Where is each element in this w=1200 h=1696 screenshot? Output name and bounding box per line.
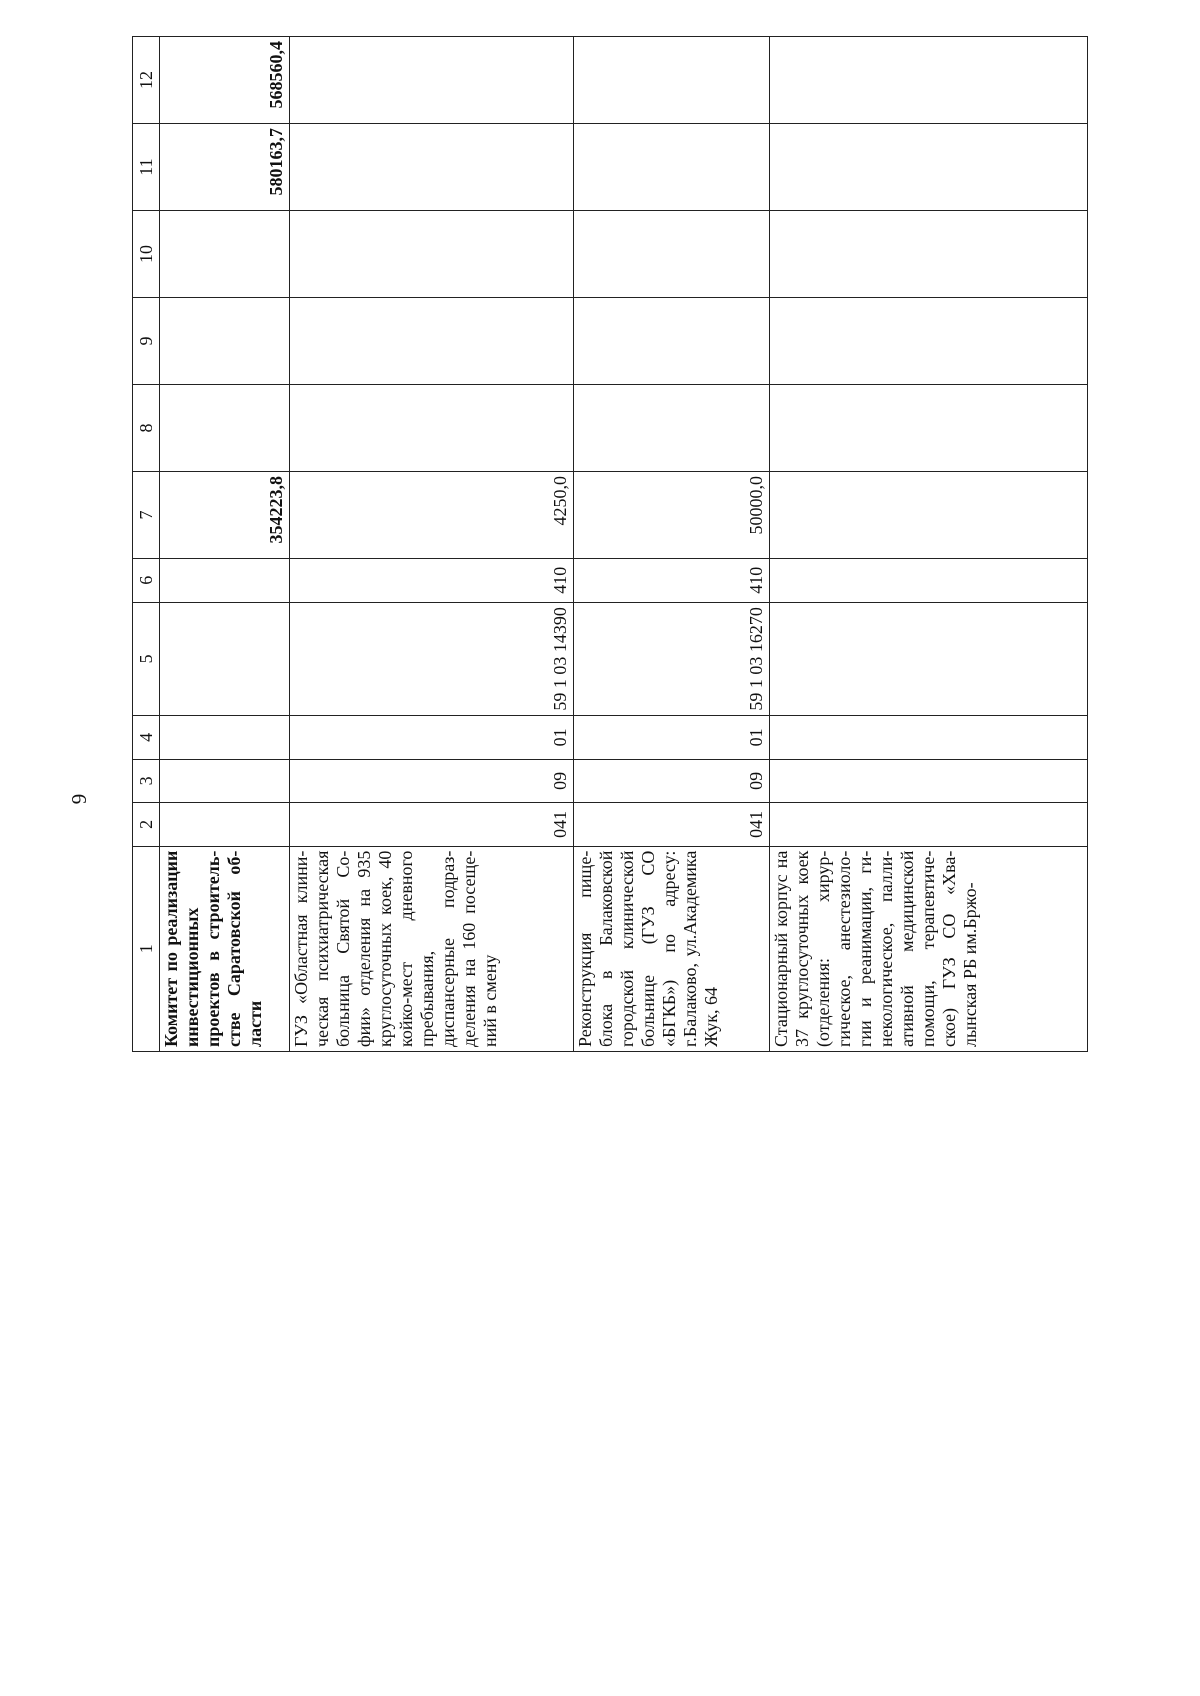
cell bbox=[770, 472, 1088, 559]
cell: 01 bbox=[290, 716, 574, 760]
row-name: ГУЗ «Областная клиническая психиатрическая больница Святой Софии» отделения на 935 круглосуточных коек, 40 койко-мест дневного пребывания, диспансерные подразделения на 160 посещений в смену bbox=[290, 846, 574, 1051]
cell: 041 bbox=[290, 803, 574, 847]
cell: 410 bbox=[290, 559, 574, 603]
cell bbox=[574, 37, 770, 124]
budget-table bbox=[132, 36, 1088, 1052]
cell bbox=[770, 559, 1088, 603]
cell bbox=[160, 803, 290, 847]
header-cell: 10 bbox=[133, 211, 160, 298]
cell: 410 bbox=[574, 559, 770, 603]
page-number: 6 bbox=[67, 793, 91, 805]
cell bbox=[290, 37, 574, 124]
header-cell: 11 bbox=[133, 124, 160, 211]
cell bbox=[160, 559, 290, 603]
table-row bbox=[290, 37, 574, 1052]
header-cell: 7 bbox=[133, 472, 160, 559]
header-cell: 8 bbox=[133, 385, 160, 472]
table-row bbox=[160, 37, 290, 1052]
cell bbox=[770, 298, 1088, 385]
header-cell: 2 bbox=[133, 803, 160, 847]
row-name: Стационарный корпус на 37 круглосуточных коек (отделения: хирургическое, анестезиологии и реанимации, гинекологическое, паллиативной медицинской помощи, терапевтическое) ГУЗ СО «Хвалынская РБ им.Бржо- bbox=[770, 846, 1088, 1051]
cell: 09 bbox=[290, 759, 574, 803]
table-row bbox=[770, 37, 1088, 1052]
cell bbox=[290, 124, 574, 211]
cell: 354223,8 bbox=[160, 472, 290, 559]
header-cell: 9 bbox=[133, 298, 160, 385]
header-cell: 12 bbox=[133, 37, 160, 124]
table-row bbox=[574, 37, 770, 1052]
cell: 50000,0 bbox=[574, 472, 770, 559]
cell bbox=[574, 385, 770, 472]
cell bbox=[770, 211, 1088, 298]
cell: 59 1 03 16270 bbox=[574, 602, 770, 716]
row-name: Реконструкция пищеблока в Балаковской городской клинической больнице (ГУЗ СО «БГКБ») по адресу: г.Балаково, ул.Академика Жук, 64 bbox=[574, 846, 770, 1051]
cell bbox=[770, 803, 1088, 847]
cell bbox=[770, 385, 1088, 472]
cell bbox=[290, 211, 574, 298]
cell: 580163,7 bbox=[160, 124, 290, 211]
cell bbox=[160, 211, 290, 298]
header-row bbox=[133, 37, 160, 1052]
cell bbox=[574, 211, 770, 298]
rotated-table-container bbox=[132, 36, 1060, 1052]
cell bbox=[574, 124, 770, 211]
cell bbox=[160, 716, 290, 760]
cell bbox=[160, 385, 290, 472]
cell bbox=[770, 759, 1088, 803]
cell bbox=[770, 37, 1088, 124]
cell bbox=[290, 298, 574, 385]
cell bbox=[160, 602, 290, 716]
cell bbox=[160, 298, 290, 385]
header-cell: 3 bbox=[133, 759, 160, 803]
cell: 568560,4 bbox=[160, 37, 290, 124]
cell: 59 1 03 14390 bbox=[290, 602, 574, 716]
header-cell: 1 bbox=[133, 846, 160, 1051]
cell: 01 bbox=[574, 716, 770, 760]
row-name: Комитет по реализации инвестиционных проектов в строительстве Саратовской области bbox=[160, 846, 290, 1051]
cell bbox=[770, 124, 1088, 211]
header-cell: 5 bbox=[133, 602, 160, 716]
cell bbox=[770, 602, 1088, 716]
header-cell: 6 bbox=[133, 559, 160, 603]
cell bbox=[770, 716, 1088, 760]
cell: 09 bbox=[574, 759, 770, 803]
header-cell: 4 bbox=[133, 716, 160, 760]
cell: 4250,0 bbox=[290, 472, 574, 559]
cell: 041 bbox=[574, 803, 770, 847]
cell bbox=[574, 298, 770, 385]
cell bbox=[160, 759, 290, 803]
cell bbox=[290, 385, 574, 472]
